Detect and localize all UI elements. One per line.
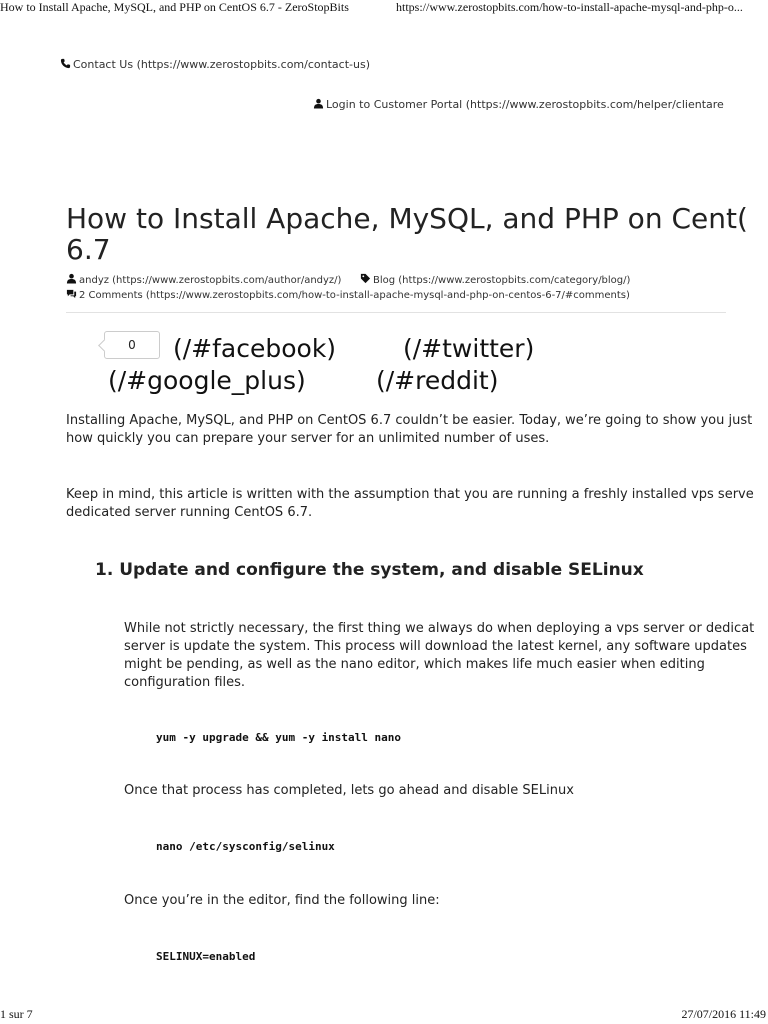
category-label: Blog (https://www.zerostopbits.com/category/blog/) [373, 275, 631, 286]
code-selinux-line: SELINUX=enabled [156, 950, 256, 963]
author-link[interactable] [66, 273, 341, 286]
contact-link[interactable] [60, 58, 370, 71]
print-page-title: How to Install Apache, MySQL, and PHP on CentOS 6.7 - ZeroStopBits [0, 0, 349, 14]
comments-label: 2 Comments (https://www.zerostopbits.com/how-to-install-apache-mysql-and-php-on-centos-6-7/#comments) [79, 290, 630, 301]
section-heading: 1. Update and configure the system, and disable SELinux [95, 560, 644, 580]
share-reddit-link[interactable]: (/#reddit) [376, 366, 499, 395]
code-edit-selinux: nano /etc/sysconfig/selinux [156, 840, 335, 853]
article-title-line2: 6.7 [66, 233, 111, 266]
comments-icon [66, 288, 77, 299]
after-update-paragraph: Once that process has completed, lets go ahead and disable SELinux [124, 783, 574, 798]
divider [66, 312, 726, 313]
step-paragraph-line3: might be pending, as well as the nano editor, which makes life much easier when editing [124, 657, 705, 672]
user-icon [313, 98, 324, 109]
print-datetime: 27/07/2016 11:49 [681, 1007, 766, 1021]
user-icon [66, 273, 77, 284]
article-title: How to Install Apache, MySQL, and PHP on Cent( [66, 202, 748, 235]
contact-link-label: Contact Us (https://www.zerostopbits.com/contact-us) [73, 58, 370, 71]
print-page-number: 1 sur 7 [0, 1007, 33, 1021]
code-update-command: yum -y upgrade && yum -y install nano [156, 731, 402, 744]
note-paragraph-line2: dedicated server running CentOS 6.7. [66, 505, 313, 520]
category-link[interactable] [360, 273, 630, 286]
author-label: andyz (https://www.zerostopbits.com/author/andyz/) [79, 275, 342, 286]
intro-paragraph-line1: Installing Apache, MySQL, and PHP on CentOS 6.7 couldn’t be easier. Today, we’re going to show you just [66, 413, 753, 428]
customer-portal-link[interactable] [313, 98, 724, 111]
share-google-plus-link[interactable]: (/#google_plus) [108, 366, 306, 395]
comments-link[interactable] [66, 288, 630, 301]
share-twitter-link[interactable]: (/#twitter) [403, 334, 535, 363]
tag-icon [360, 273, 371, 284]
step-paragraph-line1: While not strictly necessary, the first thing we always do when deploying a vps server or dedicat [124, 621, 755, 636]
step-paragraph-line2: server is update the system. This process will download the latest kernel, any software updates [124, 639, 747, 654]
share-counter: 0 [104, 331, 160, 359]
in-editor-paragraph: Once you’re in the editor, find the following line: [124, 893, 440, 908]
print-page-url: https://www.zerostopbits.com/how-to-install-apache-mysql-and-php-o... [396, 0, 743, 14]
share-facebook-link[interactable]: (/#facebook) [173, 334, 337, 363]
step-paragraph-line4: configuration files. [124, 675, 246, 690]
phone-icon [60, 58, 71, 69]
note-paragraph-line1: Keep in mind, this article is written with the assumption that you are running a freshly installed vps serve [66, 487, 754, 502]
intro-paragraph-line2: how quickly you can prepare your server for an unlimited number of uses. [66, 431, 550, 446]
customer-portal-label: Login to Customer Portal (https://www.zerostopbits.com/helper/clientare [326, 98, 724, 111]
